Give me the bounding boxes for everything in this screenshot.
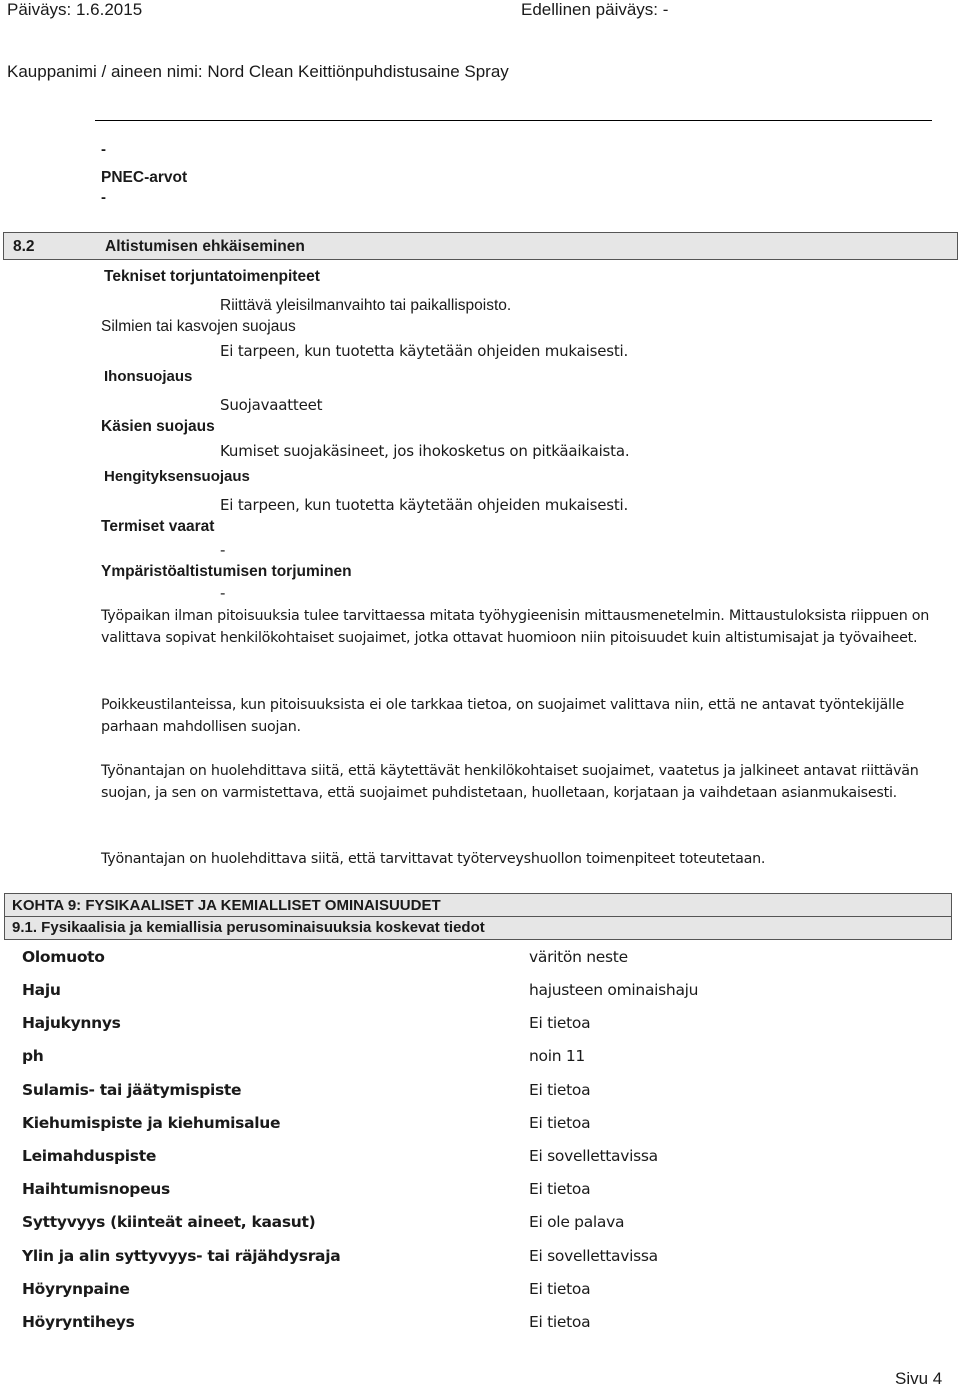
property-label: Hajukynnys (22, 1014, 121, 1032)
respiratory-protection-value: Ei tarpeen, kun tuotetta käytetään ohjeiden mukaisesti. (220, 496, 629, 514)
paragraph-measurement: Työpaikan ilman pitoisuuksia tulee tarvittaessa mitata työhygieenisin mittausmenetelmin. Mittaustuloksista riippuen on valittava sopivat henkilökohtaiset suojaimet, jotka ottavat huomioon niin pitoisuudet kuin altistumisajat ja työvaiheet. (101, 608, 930, 646)
paragraph-employer-ppe: Työnantajan on huolehdittava siitä, että käytettävät henkilökohtaiset suojaimet, vaatetus ja jalkineet antavat riittävän suojan, ja sen on varmistettava, että suojaimet puhdistetaan, huolletaan, korjataan ja vaihdetaan asianmukaisesti. (101, 763, 919, 801)
property-value: väritön neste (529, 948, 628, 966)
property-label: Höyrynpaine (22, 1280, 130, 1298)
property-value: Ei tietoa (529, 1081, 591, 1099)
pnec-label: PNEC-arvot (101, 169, 188, 186)
property-value: Ei tietoa (529, 1014, 591, 1032)
property-value: noin 11 (529, 1047, 585, 1065)
respiratory-protection-label: Hengityksensuojaus (104, 468, 250, 485)
skin-protection-label: Ihonsuojaus (104, 368, 193, 385)
previous-date: Edellinen päiväys: - (521, 0, 669, 19)
hand-protection-label: Käsien suojaus (101, 418, 215, 435)
paragraph-occupational-health: Työnantajan on huolehdittava siitä, että tarvittavat työterveyshuollon toimenpiteet toteutetaan. (101, 851, 766, 867)
property-label: Leimahduspiste (22, 1147, 157, 1165)
property-value: Ei tietoa (529, 1313, 591, 1331)
property-value: hajusteen ominaishaju (529, 981, 699, 999)
property-value: Ei ole palava (529, 1213, 625, 1231)
section-9-heading (4, 893, 952, 917)
section-9-1-heading (4, 917, 952, 940)
eye-protection-value: Ei tarpeen, kun tuotetta käytetään ohjeiden mukaisesti. (220, 342, 629, 360)
property-value: Ei tietoa (529, 1180, 591, 1198)
hand-protection-value: Kumiset suojakäsineet, jos ihokosketus on pitkäaikaista. (220, 442, 630, 460)
skin-protection-value: Suojavaatteet (220, 396, 323, 414)
eye-protection-label: Silmien tai kasvojen suojaus (101, 318, 296, 335)
property-label: Sulamis- tai jäätymispiste (22, 1081, 242, 1099)
property-label: Olomuoto (22, 948, 105, 966)
tech-controls-label: Tekniset torjuntatoimenpiteet (104, 268, 320, 285)
thermal-hazards-label: Termiset vaarat (101, 518, 215, 535)
header-divider (95, 120, 932, 121)
property-value: Ei sovellettavissa (529, 1147, 658, 1165)
section-9-title: KOHTA 9: FYSIKAALISET JA KEMIALLISET OMINAISUUDET (12, 897, 441, 914)
environmental-exposure-label: Ympäristöaltistumisen torjuminen (101, 563, 352, 580)
property-label: Kiehumispiste ja kiehumisalue (22, 1114, 281, 1132)
product-name: Kauppanimi / aineen nimi: Nord Clean Keittiönpuhdistusaine Spray (7, 62, 509, 81)
environmental-exposure-value: - (220, 584, 226, 602)
property-value: Ei tietoa (529, 1280, 591, 1298)
thermal-hazards-value: - (220, 541, 226, 559)
property-label: Syttyvyys (kiinteät aineet, kaasut) (22, 1213, 316, 1231)
property-value: Ei tietoa (529, 1114, 591, 1132)
property-label: ph (22, 1047, 44, 1065)
section-title: Altistumisen ehkäiseminen (105, 238, 305, 255)
pnec-dash-bottom: - (101, 189, 106, 206)
property-label: Haju (22, 981, 61, 999)
property-value: Ei sovellettavissa (529, 1247, 658, 1265)
pnec-dash-top: - (101, 141, 106, 158)
section-8-2-heading (3, 232, 958, 260)
paragraph-exceptional: Poikkeustilanteissa, kun pitoisuuksista ei ole tarkkaa tietoa, on suojaimet valittava niin, että ne antavat työntekijälle parhaan mahdollisen suojan. (101, 697, 905, 735)
property-label: Haihtumisnopeus (22, 1180, 170, 1198)
document-date: Päiväys: 1.6.2015 (7, 0, 143, 19)
tech-controls-value: Riittävä yleisilmanvaihto tai paikallispoisto. (220, 297, 512, 314)
section-9-1-title: 9.1. Fysikaalisia ja kemiallisia perusominaisuuksia koskevat tiedot (12, 919, 485, 936)
property-label: Höyryntiheys (22, 1313, 135, 1331)
page-number: Sivu 4 (895, 1369, 943, 1388)
section-number: 8.2 (13, 238, 35, 255)
property-label: Ylin ja alin syttyvyys- tai räjähdysraja (22, 1247, 341, 1265)
